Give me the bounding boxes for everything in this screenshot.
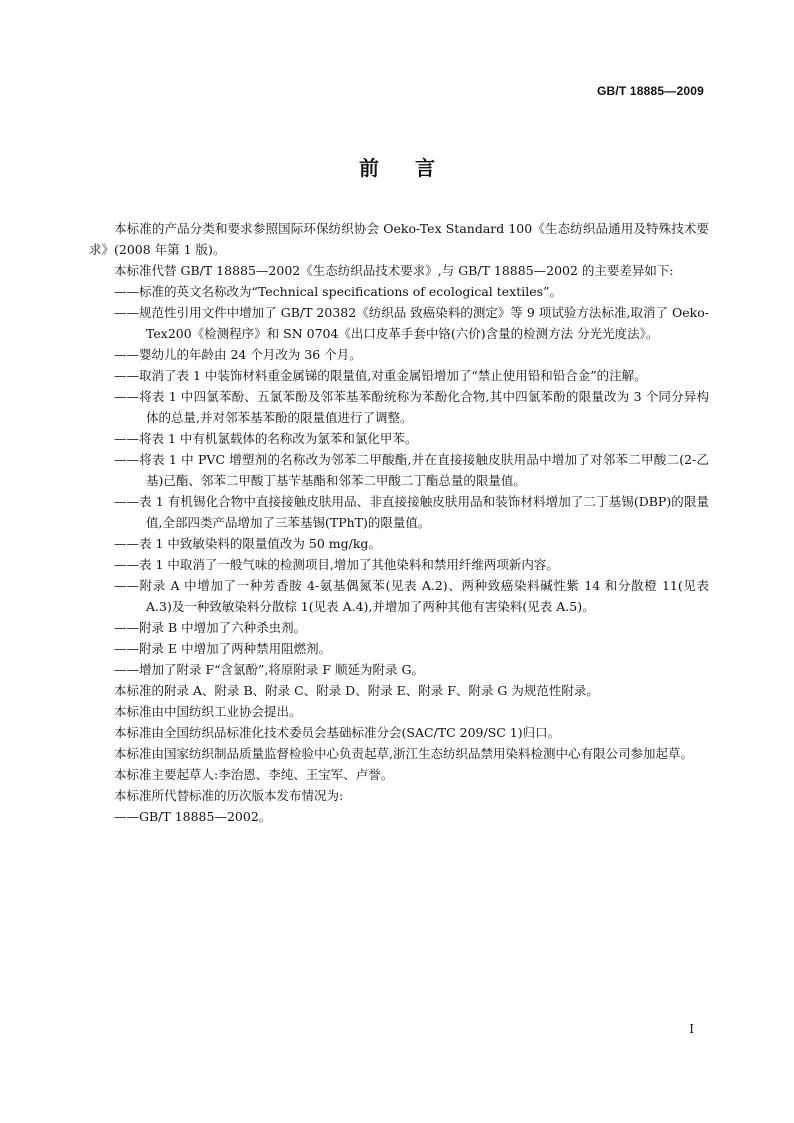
- paragraph: 本标准由全国纺织品标准化技术委员会基础标准分会(SAC/TC 209/SC 1)归口。: [114, 725, 561, 740]
- list-item: ——附录 A 中增加了一种芳香胺 4-氨基偶氮苯(见表 A.2)、两种致癌染料碱性紫 14 和分散橙 11(见表 A.3)及一种致敏染料分散棕 1(见表 A.4),并增加了两种其他有害染料(见表 A.5)。: [114, 578, 709, 614]
- list-item: ——取消了表 1 中装饰材料重金属锑的限量值,对重金属铅增加了“禁止使用铅和铅合金”的注解。: [114, 368, 647, 383]
- paragraph: 本标准代替 GB/T 18885—2002《生态纺织品技术要求》,与 GB/T 18885—2002 的主要差异如下:: [114, 263, 674, 278]
- list-item: ——附录 E 中增加了两种禁用阻燃剂。: [114, 641, 332, 656]
- paragraph: 本标准由中国纺织工业协会提出。: [114, 704, 302, 719]
- list-item: ——标准的英文名称改为“Technical specifications of ecological textiles”。: [114, 284, 562, 299]
- list-item: ——GB/T 18885—2002。: [114, 809, 272, 824]
- page-number: I: [689, 1022, 694, 1036]
- foreword-body: [89, 218, 709, 827]
- paragraph: 本标准主要起草人:李治恩、李纯、王宝军、卢誉。: [114, 767, 394, 782]
- list-item: ——表 1 有机锡化合物中直接接触皮肤用品、非直接接触皮肤用品和装饰材料增加了二丁基锡(DBP)的限量值,全部四类产品增加了三苯基锡(TPhT)的限量值。: [114, 494, 709, 530]
- paragraph: 本标准的产品分类和要求参照国际环保纺织协会 Oeko-Tex Standard 100《生态纺织品通用及特殊技术要求》(2008 年第 1 版)。: [89, 221, 709, 257]
- paragraph: 本标准所代替标准的历次版本发布情况为:: [114, 788, 344, 803]
- list-item: ——婴幼儿的年龄由 24 个月改为 36 个月。: [114, 347, 362, 362]
- list-item: ——增加了附录 F“含氯酚”,将原附录 F 顺延为附录 G。: [114, 662, 424, 677]
- list-item: ——附录 B 中增加了六种杀虫剂。: [114, 620, 307, 635]
- list-item: ——将表 1 中有机氯载体的名称改为氯苯和氯化甲苯。: [114, 431, 418, 446]
- list-item: ——表 1 中取消了一般气味的检测项目,增加了其他染料和禁用纤维两项新内容。: [114, 557, 559, 572]
- paragraph: 本标准的附录 A、附录 B、附录 C、附录 D、附录 E、附录 F、附录 G 为规范性附录。: [114, 683, 599, 698]
- list-item: ——规范性引用文件中增加了 GB/T 20382《纺织品 致癌染料的测定》等 9 项试验方法标准,取消了 Oeko-Tex200《检测程序》和 SN 0704《出口皮革手套中铬(六价)含量的检测方法 分光光度法》。: [114, 305, 709, 341]
- standard-code: GB/T 18885—2009: [596, 84, 704, 98]
- list-item: ——将表 1 中 PVC 增塑剂的名称改为邻苯二甲酸酯,并在直接接触皮肤用品中增加了对邻苯二甲酸二(2-乙基)己酯、邻苯二甲酸丁基苄基酯和邻苯二甲酸二丁酯总量的限量值。: [114, 452, 709, 488]
- paragraph: 本标准由国家纺织制品质量监督检验中心负责起草,浙江生态纺织品禁用染料检测中心有限公司参加起草。: [114, 746, 693, 761]
- page-title: 前言: [359, 156, 471, 180]
- list-item: ——表 1 中致敏染料的限量值改为 50 mg/kg。: [114, 536, 381, 551]
- list-item: ——将表 1 中四氯苯酚、五氯苯酚及邻苯基苯酚统称为苯酚化合物,其中四氯苯酚的限量改为 3 个同分异构体的总量,并对邻苯基苯酚的限量值进行了调整。: [114, 389, 709, 425]
